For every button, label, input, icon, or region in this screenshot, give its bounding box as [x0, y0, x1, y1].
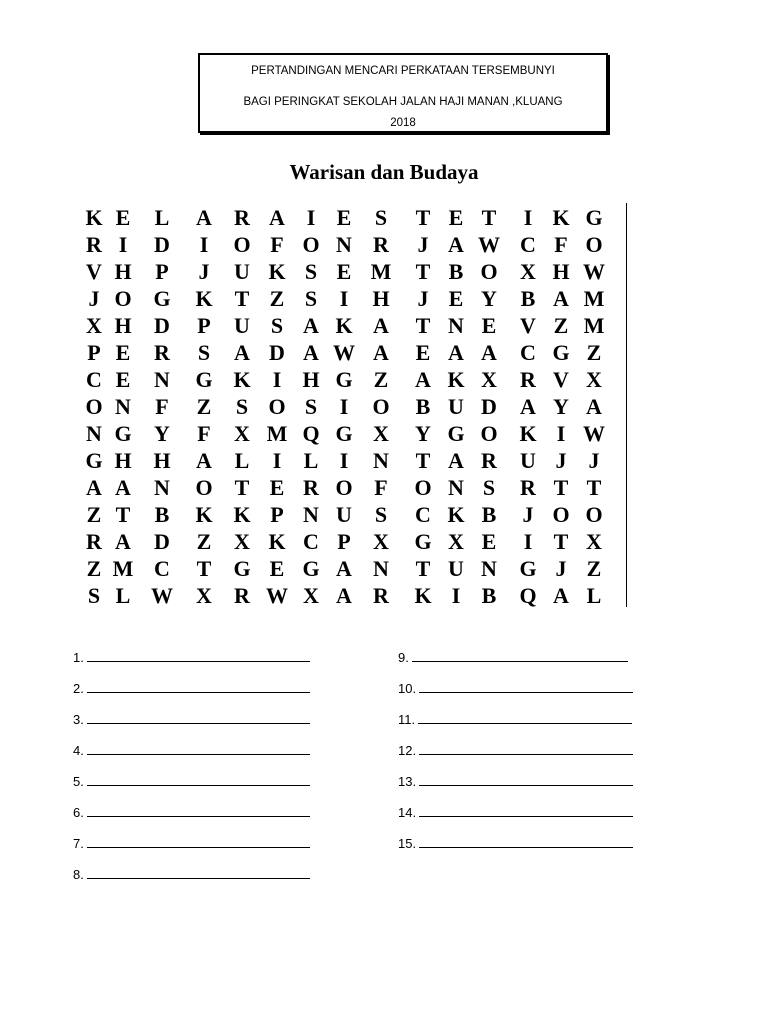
grid-letter: T — [553, 529, 569, 554]
grid-letter: T — [553, 475, 569, 500]
answer-line[interactable] — [398, 713, 632, 726]
grid-letter: S — [482, 475, 496, 500]
grid-letter: K — [447, 502, 465, 527]
grid-letter: W — [151, 583, 173, 608]
grid-letter: M — [583, 313, 605, 338]
grid-letter: R — [234, 583, 250, 608]
grid-letter: N — [481, 556, 497, 581]
answer-blank[interactable] — [418, 713, 632, 724]
answer-number: 12. — [398, 743, 417, 758]
grid-letter: Y — [415, 421, 431, 446]
grid-letter: A — [86, 475, 102, 500]
grid-letter: I — [306, 205, 316, 230]
grid-letter: A — [234, 340, 250, 365]
grid-letter: J — [522, 502, 534, 527]
grid-letter: U — [520, 448, 536, 473]
grid-letter: N — [373, 556, 389, 581]
grid-letter: W — [266, 583, 288, 608]
grid-letter: L — [234, 448, 250, 473]
answer-number: 14. — [398, 805, 417, 820]
grid-letter: A — [303, 340, 319, 365]
grid-letter: O — [480, 259, 498, 284]
grid-letter: E — [115, 205, 131, 230]
grid-letter: U — [448, 556, 464, 581]
grid-letter: K — [195, 286, 213, 311]
grid-letter: Q — [302, 421, 320, 446]
grid-letter: S — [374, 502, 388, 527]
answer-line[interactable] — [73, 837, 310, 850]
grid-letter: E — [448, 286, 464, 311]
grid-letter: N — [448, 475, 464, 500]
grid-letter: T — [481, 205, 497, 230]
grid-letter: T — [196, 556, 212, 581]
grid-letter: G — [585, 205, 603, 230]
answer-blank[interactable] — [87, 806, 310, 817]
grid-letter: K — [85, 205, 103, 230]
grid-letter: N — [373, 448, 389, 473]
grid-letter: F — [270, 232, 284, 257]
grid-letter: A — [196, 205, 212, 230]
grid-letter: X — [586, 367, 602, 392]
grid-letter: L — [115, 583, 131, 608]
answer-blank[interactable] — [419, 806, 633, 817]
grid-letter: A — [448, 448, 464, 473]
grid-letter: K — [414, 583, 432, 608]
answer-line[interactable] — [398, 682, 633, 695]
grid-letter: I — [523, 205, 533, 230]
grid-letter: E — [336, 205, 352, 230]
grid-letter: W — [583, 421, 605, 446]
answer-blank[interactable] — [87, 744, 310, 755]
grid-letter: U — [234, 313, 250, 338]
grid-letter: G — [519, 556, 537, 581]
page-title: Warisan dan Budaya — [289, 160, 479, 184]
grid-letter: Z — [86, 556, 102, 581]
header-line-2: BAGI PERINGKAT SEKOLAH JALAN HAJI MANAN ,KLUANG — [243, 96, 563, 108]
grid-letter: S — [304, 394, 318, 419]
answer-blank[interactable] — [87, 682, 310, 693]
grid-letter: M — [370, 259, 392, 284]
grid-letter: N — [448, 313, 464, 338]
answer-blank[interactable] — [87, 651, 310, 662]
grid-letter: I — [118, 232, 128, 257]
grid-letter: I — [339, 286, 349, 311]
grid-letter: I — [556, 421, 566, 446]
grid-letter: O — [552, 502, 570, 527]
answer-number: 15. — [398, 836, 417, 851]
grid-letter: D — [154, 232, 170, 257]
grid-letter: I — [272, 367, 282, 392]
grid-letter: G — [195, 367, 213, 392]
grid-letter: E — [448, 205, 464, 230]
grid-letter: T — [415, 259, 431, 284]
grid-letter: P — [155, 259, 169, 284]
grid-letter: N — [86, 421, 102, 446]
grid-letter: Y — [481, 286, 497, 311]
grid-letter: Z — [196, 529, 212, 554]
answer-line[interactable] — [398, 775, 633, 788]
grid-letter: X — [481, 367, 497, 392]
grid-letter: O — [114, 286, 132, 311]
grid-letter: S — [270, 313, 284, 338]
answer-blank[interactable] — [87, 713, 310, 724]
grid-letter: T — [415, 313, 431, 338]
grid-letter: T — [234, 286, 250, 311]
answer-number: 2. — [73, 681, 84, 696]
grid-letter: J — [555, 556, 567, 581]
grid-letter: K — [335, 313, 353, 338]
answer-line[interactable] — [398, 837, 633, 850]
grid-letter: G — [114, 421, 132, 446]
answer-number: 1. — [73, 650, 84, 665]
grid-letter: S — [374, 205, 388, 230]
answer-blank[interactable] — [419, 837, 633, 848]
grid-letter: T — [115, 502, 131, 527]
grid-letter: R — [373, 583, 389, 608]
grid-letter: R — [86, 232, 102, 257]
grid-letter: A — [336, 583, 352, 608]
grid-letter: A — [481, 340, 497, 365]
grid-letter: N — [154, 475, 170, 500]
grid-letter: J — [417, 286, 429, 311]
grid-letter: K — [233, 502, 251, 527]
answer-blank[interactable] — [419, 775, 633, 786]
grid-letter: R — [86, 529, 102, 554]
grid-letter: I — [339, 394, 349, 419]
grid-letter: G — [552, 340, 570, 365]
grid-letter: T — [586, 475, 602, 500]
grid-divider-line — [626, 203, 627, 607]
grid-letter: O — [585, 232, 603, 257]
answer-line[interactable] — [73, 868, 310, 881]
grid-letter: K — [268, 259, 286, 284]
grid-letter: M — [583, 286, 605, 311]
grid-letter: L — [586, 583, 602, 608]
grid-letter: C — [520, 232, 536, 257]
grid-letter: E — [269, 556, 285, 581]
grid-letter: R — [234, 205, 250, 230]
grid-letter: P — [197, 313, 211, 338]
grid-letter: P — [270, 502, 284, 527]
grid-letter: A — [448, 232, 464, 257]
grid-letter: F — [554, 232, 568, 257]
grid-letter: T — [415, 448, 431, 473]
grid-letter: O — [480, 421, 498, 446]
answer-number: 5. — [73, 774, 84, 789]
answer-line[interactable] — [73, 651, 310, 664]
grid-letter: Y — [154, 421, 170, 446]
grid-letter: S — [235, 394, 249, 419]
grid-letter: J — [88, 286, 100, 311]
grid-letter: Z — [586, 340, 602, 365]
grid-letter: I — [339, 448, 349, 473]
grid-letter: O — [302, 232, 320, 257]
grid-letter: B — [448, 259, 464, 284]
grid-letter: E — [115, 367, 131, 392]
answer-number: 8. — [73, 867, 84, 882]
grid-letter: G — [233, 556, 251, 581]
grid-letter: R — [520, 367, 536, 392]
grid-letter: N — [336, 232, 352, 257]
grid-letter: A — [553, 583, 569, 608]
grid-letter: A — [553, 286, 569, 311]
grid-letter: Z — [373, 367, 389, 392]
grid-letter: Z — [586, 556, 602, 581]
grid-letter: P — [337, 529, 351, 554]
grid-letter: H — [153, 448, 171, 473]
grid-letter: S — [197, 340, 211, 365]
grid-letter: V — [86, 259, 102, 284]
grid-letter: A — [115, 529, 131, 554]
grid-letter: A — [303, 313, 319, 338]
answer-number: 9. — [398, 650, 409, 665]
grid-letter: G — [302, 556, 320, 581]
grid-letter: E — [481, 529, 497, 554]
grid-letter: V — [553, 367, 569, 392]
grid-letter: N — [154, 367, 170, 392]
grid-letter: J — [198, 259, 210, 284]
grid-letter: T — [415, 205, 431, 230]
grid-letter: Z — [553, 313, 569, 338]
grid-letter: Z — [269, 286, 285, 311]
answer-line[interactable] — [73, 744, 310, 757]
grid-letter: D — [154, 313, 170, 338]
grid-letter: W — [478, 232, 500, 257]
grid-letter: H — [114, 259, 132, 284]
grid-letter: X — [373, 529, 389, 554]
grid-letter: C — [303, 529, 319, 554]
grid-letter: X — [448, 529, 464, 554]
grid-letter: N — [115, 394, 131, 419]
answer-line[interactable] — [398, 806, 633, 819]
grid-letter: R — [373, 232, 389, 257]
grid-letter: S — [304, 259, 318, 284]
grid-letter: R — [303, 475, 319, 500]
grid-letter: O — [372, 394, 390, 419]
grid-letter: K — [233, 367, 251, 392]
grid-letter: X — [303, 583, 319, 608]
grid-letter: L — [154, 205, 170, 230]
grid-letter: G — [335, 421, 353, 446]
grid-letter: E — [269, 475, 285, 500]
answer-line[interactable] — [398, 651, 628, 664]
grid-letter: C — [86, 367, 102, 392]
grid-letter: A — [586, 394, 602, 419]
grid-letter: K — [552, 205, 570, 230]
grid-letter: W — [583, 259, 605, 284]
grid-letter: N — [303, 502, 319, 527]
grid-letter: G — [447, 421, 465, 446]
grid-letter: I — [272, 448, 282, 473]
grid-letter: A — [373, 313, 389, 338]
grid-letter: K — [268, 529, 286, 554]
grid-letter: J — [555, 448, 567, 473]
grid-letter: R — [520, 475, 536, 500]
answer-number: 3. — [73, 712, 84, 727]
answer-number: 10. — [398, 681, 417, 696]
answer-number: 6. — [73, 805, 84, 820]
grid-letter: M — [112, 556, 134, 581]
answer-line[interactable] — [398, 744, 633, 757]
answer-number: 11. — [398, 712, 416, 727]
grid-letter: R — [481, 448, 497, 473]
grid-letter: D — [269, 340, 285, 365]
grid-letter: H — [302, 367, 320, 392]
grid-letter: O — [414, 475, 432, 500]
grid-letter: E — [415, 340, 431, 365]
grid-letter: I — [451, 583, 461, 608]
grid-letter: T — [234, 475, 250, 500]
grid-letter: C — [154, 556, 170, 581]
header-line-1: PERTANDINGAN MENCARI PERKATAAN TERSEMBUNYI — [251, 65, 555, 77]
grid-letter: X — [234, 421, 250, 446]
grid-letter: B — [481, 502, 497, 527]
grid-letter: G — [153, 286, 171, 311]
grid-letter: O — [85, 394, 103, 419]
grid-letter: F — [155, 394, 169, 419]
grid-letter: J — [417, 232, 429, 257]
grid-letter: U — [336, 502, 352, 527]
grid-letter: C — [415, 502, 431, 527]
answer-blank[interactable] — [412, 651, 628, 662]
grid-letter: U — [448, 394, 464, 419]
grid-letter: B — [154, 502, 170, 527]
grid-letter: U — [234, 259, 250, 284]
grid-letter: B — [481, 583, 497, 608]
grid-letter: M — [266, 421, 288, 446]
grid-letter: G — [335, 367, 353, 392]
answer-line[interactable] — [73, 775, 310, 788]
grid-letter: A — [373, 340, 389, 365]
grid-letter: W — [333, 340, 355, 365]
grid-letter: H — [114, 448, 132, 473]
grid-letter: Q — [519, 583, 537, 608]
grid-letter: H — [372, 286, 390, 311]
header-line-3: 2018 — [390, 117, 416, 129]
answer-blank[interactable] — [87, 775, 310, 786]
grid-letter: L — [303, 448, 319, 473]
grid-letter: F — [197, 421, 211, 446]
grid-letter: B — [520, 286, 536, 311]
answer-line[interactable] — [73, 682, 310, 695]
grid-letter: C — [520, 340, 536, 365]
grid-letter: K — [447, 367, 465, 392]
grid-letter: G — [85, 448, 103, 473]
answer-blank[interactable] — [87, 837, 310, 848]
answer-number: 7. — [73, 836, 84, 851]
grid-letter: S — [87, 583, 101, 608]
grid-letter: A — [448, 340, 464, 365]
grid-letter: E — [336, 259, 352, 284]
grid-letter: X — [196, 583, 212, 608]
grid-letter: E — [481, 313, 497, 338]
grid-letter: J — [588, 448, 600, 473]
grid-letter: H — [552, 259, 570, 284]
grid-letter: R — [154, 340, 170, 365]
grid-letter: V — [520, 313, 536, 338]
grid-letter: I — [523, 529, 533, 554]
answer-line[interactable] — [73, 713, 310, 726]
grid-letter: O — [335, 475, 353, 500]
grid-letter: B — [415, 394, 431, 419]
grid-letter: A — [115, 475, 131, 500]
grid-letter: A — [520, 394, 536, 419]
grid-letter: K — [195, 502, 213, 527]
grid-letter: D — [481, 394, 497, 419]
grid-letter: Y — [553, 394, 569, 419]
grid-letter: O — [268, 394, 286, 419]
grid-letter: Z — [196, 394, 212, 419]
answer-line[interactable] — [73, 806, 310, 819]
grid-letter: T — [415, 556, 431, 581]
grid-letter: E — [115, 340, 131, 365]
grid-letter: X — [586, 529, 602, 554]
answer-number: 4. — [73, 743, 84, 758]
grid-letter: X — [86, 313, 102, 338]
answer-blank[interactable] — [419, 682, 633, 693]
grid-letter: Z — [86, 502, 102, 527]
grid-letter: A — [196, 448, 212, 473]
grid-letter: K — [519, 421, 537, 446]
grid-letter: X — [520, 259, 536, 284]
answer-number: 13. — [398, 774, 417, 789]
grid-letter: D — [154, 529, 170, 554]
grid-letter: F — [374, 475, 388, 500]
grid-letter: S — [304, 286, 318, 311]
grid-letter: G — [414, 529, 432, 554]
grid-letter: A — [269, 205, 285, 230]
grid-letter: A — [415, 367, 431, 392]
grid-letter: O — [195, 475, 213, 500]
grid-letter: X — [234, 529, 250, 554]
grid-letter: P — [87, 340, 101, 365]
grid-letter: H — [114, 313, 132, 338]
grid-letter: A — [336, 556, 352, 581]
grid-letter: I — [199, 232, 209, 257]
answer-blank[interactable] — [419, 744, 633, 755]
answer-blank[interactable] — [87, 868, 310, 879]
grid-letter: O — [233, 232, 251, 257]
grid-letter: X — [373, 421, 389, 446]
grid-letter: O — [585, 502, 603, 527]
